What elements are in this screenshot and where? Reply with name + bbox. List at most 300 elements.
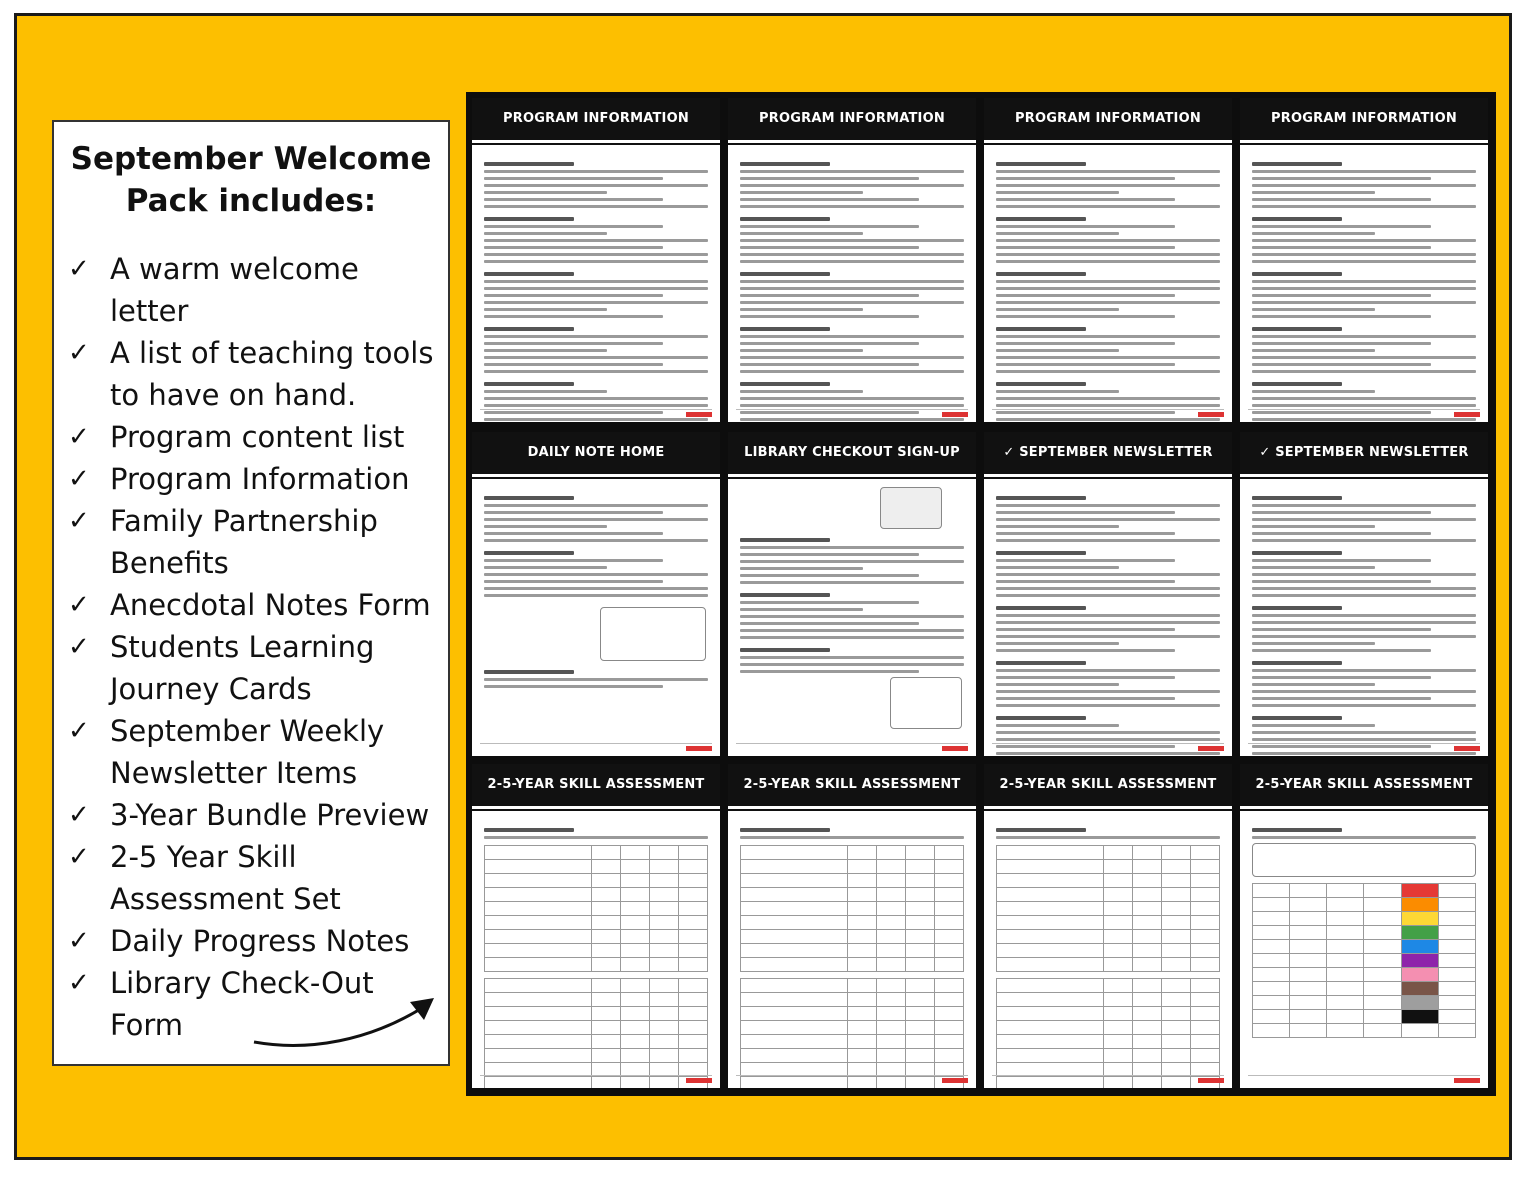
text-line [740,608,863,611]
checkmark-icon: ✓ [68,590,90,620]
include-item [68,626,434,710]
text-line [996,308,1119,311]
text-line [740,184,964,187]
text-line [484,532,663,535]
text-line [1252,177,1431,180]
text-line [996,342,1175,345]
text-line [740,349,863,352]
worksheet-collage [466,92,1496,1096]
text-line [996,532,1175,535]
text-line [996,239,1220,242]
note-box [600,607,705,661]
text-line [740,382,830,386]
text-line [1252,690,1476,693]
text-line [996,704,1220,707]
checkmark-icon: ✓ [68,338,90,368]
worksheet-page [1240,432,1488,756]
text-line [996,170,1220,173]
worksheet-page [984,432,1232,756]
text-line [740,162,830,166]
text-line [740,177,919,180]
include-item-label [110,332,433,416]
text-line [996,676,1175,679]
text-line [1252,614,1476,617]
worksheet-page [728,98,976,422]
text-line [1252,280,1476,283]
worksheet-page [1240,98,1488,422]
text-line [1252,532,1431,535]
text-line [996,177,1175,180]
text-line [1252,836,1476,839]
include-item [68,710,434,794]
include-item-label [110,626,374,710]
text-line [1252,404,1476,407]
worksheet-title: PROGRAM INFORMATION [984,98,1232,143]
text-line [1252,349,1375,352]
text-line [740,170,964,173]
curved-arrow-icon [250,990,440,1060]
shapes-row [1252,843,1476,877]
text-line [996,404,1220,407]
text-line [484,184,708,187]
worksheet-body [472,477,720,702]
includes-list [68,248,434,1046]
text-line [740,836,964,839]
text-line [740,294,919,297]
text-line [1252,606,1342,610]
text-line [1252,649,1431,652]
text-line [1252,828,1342,832]
text-line [484,382,574,386]
worksheet-page [472,764,720,1088]
text-line [740,225,919,228]
text-line [996,580,1175,583]
text-line [1252,738,1476,741]
text-line [740,601,919,604]
assessment-table [484,845,708,972]
text-line [740,217,830,221]
text-line [484,349,607,352]
text-line [484,205,708,208]
page-footer [736,743,968,752]
panel-title [68,138,434,222]
text-line [996,370,1220,373]
text-line [484,418,708,421]
text-line [484,539,708,542]
text-line [740,567,863,570]
include-item-label [110,500,378,584]
text-line [1252,669,1476,672]
text-line [740,342,919,345]
worksheet-body [984,143,1232,422]
text-line [740,280,964,283]
text-line [996,587,1220,590]
text-line [740,663,964,666]
text-line [740,260,964,263]
text-line [740,418,964,421]
page-footer [480,743,712,752]
include-item-line: Newsletter Items [110,756,358,790]
text-line [1252,539,1476,542]
text-line [1252,661,1342,665]
text-line [996,418,1220,421]
include-item-line: Anecdotal Notes Form [110,588,431,622]
text-line [484,551,574,555]
worksheet-page [1240,764,1488,1088]
text-line [1252,697,1431,700]
text-line [1252,683,1375,686]
checkmark-icon: ✓ [68,506,90,536]
text-line [1252,301,1476,304]
page-footer [480,409,712,418]
include-item-label [110,794,429,836]
text-line [484,511,663,514]
include-item-line: September Weekly [110,714,385,748]
worksheet-body [984,809,1232,1088]
worksheet-body [472,809,720,1088]
text-line [996,551,1086,555]
text-line [740,538,830,542]
page-footer [736,1075,968,1084]
text-line [1252,327,1342,331]
include-item-label [110,416,404,458]
text-line [996,724,1119,727]
include-item [68,920,434,962]
text-line [996,315,1175,318]
includes-panel [52,120,450,1066]
text-line [1252,594,1476,597]
include-item-label [110,458,409,500]
worksheet-title: ✓ SEPTEMBER NEWSLETTER ITEMS [1240,432,1488,477]
text-line [740,356,964,359]
checkmark-icon: ✓ [68,926,90,956]
include-item-line: Benefits [110,546,229,580]
text-line [1252,559,1431,562]
text-line [1252,635,1476,638]
text-line [740,581,964,584]
text-line [484,342,663,345]
text-line [484,280,708,283]
text-line [1252,217,1342,221]
include-item [68,248,434,332]
text-line [740,287,964,290]
text-line [740,301,964,304]
worksheet-body [728,477,976,739]
text-line [484,246,663,249]
text-line [484,670,574,674]
include-item-label [110,920,409,962]
text-line [996,390,1119,393]
worksheet-page [728,432,976,756]
text-line [996,253,1220,256]
text-line [740,670,919,673]
text-line [1252,272,1342,276]
text-line [740,560,964,563]
text-line [1252,294,1431,297]
include-item-line: Family Partnership [110,504,378,538]
text-line [996,573,1220,576]
text-line [996,738,1220,741]
worksheet-page [984,98,1232,422]
text-line [996,752,1220,755]
text-line [484,294,663,297]
text-line [1252,370,1476,373]
text-line [1252,518,1476,521]
checkmark-icon: ✓ [68,254,90,284]
text-line [484,587,708,590]
text-line [996,661,1086,665]
text-line [1252,356,1476,359]
text-line [740,648,830,652]
text-line [484,177,663,180]
worksheet-title: 2-5-YEAR SKILL ASSESSMENT [472,764,720,809]
text-line [1252,752,1476,755]
text-line [996,525,1119,528]
text-line [484,287,708,290]
worksheet-page [472,432,720,756]
text-line [996,697,1175,700]
text-line [996,614,1220,617]
text-line [740,553,919,556]
checkmark-icon: ✓ [68,716,90,746]
text-line [484,308,607,311]
text-line [740,198,919,201]
text-line [484,217,574,221]
text-line [996,731,1220,734]
worksheet-body [984,477,1232,756]
text-line [1252,551,1342,555]
text-line [740,622,919,625]
text-line [1252,287,1476,290]
page-footer [480,1075,712,1084]
worksheet-page [472,98,720,422]
text-line [1252,642,1375,645]
text-line [1252,162,1342,166]
text-line [484,594,708,597]
page-footer [736,409,968,418]
text-line [484,162,574,166]
text-line [740,253,964,256]
worksheet-title: PROGRAM INFORMATION [1240,98,1488,143]
text-line [740,205,964,208]
text-line [1252,308,1375,311]
text-line [740,656,964,659]
text-line [996,539,1220,542]
worksheet-title: PROGRAM INFORMATION [728,98,976,143]
include-item [68,332,434,416]
text-line [484,370,708,373]
text-line [740,363,919,366]
text-line [996,225,1175,228]
worksheet-body [1240,809,1488,1048]
worksheet-title: 2-5-YEAR SKILL ASSESSMENT [1240,764,1488,809]
text-line [484,525,607,528]
text-line [1252,232,1375,235]
include-item [68,584,434,626]
text-line [484,225,663,228]
worksheet-title: PROGRAM INFORMATION [472,98,720,143]
text-line [740,404,964,407]
text-line [1252,198,1431,201]
text-line [996,191,1119,194]
text-line [1252,418,1476,421]
worksheet-body [1240,477,1488,756]
worksheet-body [1240,143,1488,422]
text-line [1252,170,1476,173]
worksheet-page [984,764,1232,1088]
page-footer [1248,409,1480,418]
text-line [484,566,607,569]
text-line [996,162,1086,166]
text-line [484,390,607,393]
text-line [996,205,1220,208]
include-item-line: Assessment Set [110,882,341,916]
text-line [996,716,1086,720]
text-line [740,390,863,393]
title-line-1: September Welcome [70,141,432,177]
include-item-line: Form [110,1008,184,1042]
text-line [484,260,708,263]
text-line [996,349,1119,352]
text-line [1252,566,1375,569]
checkmark-icon: ✓ [68,632,90,662]
text-line [996,327,1086,331]
checkmark-icon: ✓ [68,800,90,830]
text-line [740,636,964,639]
text-line [1252,382,1342,386]
checkmark-icon: ✓ [68,842,90,872]
include-item-line: to have on hand. [110,378,357,412]
text-line [996,496,1086,500]
text-line [740,828,830,832]
assessment-table [484,978,708,1088]
text-line [1252,260,1476,263]
text-line [996,335,1220,338]
text-line [1252,716,1342,720]
text-line [484,363,663,366]
text-line [1252,397,1476,400]
text-line [996,649,1175,652]
worksheet-title: LIBRARY CHECKOUT SIGN-UP [728,432,976,477]
text-line [484,678,708,681]
text-line [1252,704,1476,707]
text-line [740,232,863,235]
include-item-label [110,584,431,626]
text-line [996,828,1086,832]
text-line [1252,580,1431,583]
text-line [996,594,1220,597]
text-line [740,629,964,632]
include-item-line: Journey Cards [110,672,312,706]
text-line [996,280,1220,283]
text-line [1252,573,1476,576]
text-line [740,370,964,373]
text-line [996,559,1175,562]
bookshelf-illustration [890,677,962,729]
text-line [996,642,1119,645]
text-line [484,573,708,576]
text-line [484,239,708,242]
text-line [740,315,919,318]
text-line [484,191,607,194]
worksheet-body [728,143,976,422]
text-line [1252,335,1476,338]
text-line [484,315,663,318]
text-line [484,301,708,304]
text-line [1252,628,1431,631]
text-line [996,260,1220,263]
include-item [68,416,434,458]
text-line [996,382,1086,386]
text-line [996,356,1220,359]
page-footer [1248,743,1480,752]
text-line [1252,184,1476,187]
colors-letters-table [1252,883,1476,1038]
include-item-label [110,248,359,332]
include-item-line: Program Information [110,462,410,496]
text-line [740,593,830,597]
text-line [996,628,1175,631]
include-item [68,836,434,920]
text-line [1252,731,1476,734]
text-line [740,615,964,618]
text-line [996,836,1220,839]
include-item-label [110,836,341,920]
text-line [484,253,708,256]
include-item-line: Daily Progress Notes [110,924,410,958]
text-line [996,397,1220,400]
worksheet-page [728,764,976,1088]
checkmark-icon: ✓ [68,422,90,452]
text-line [996,669,1220,672]
assessment-table [996,978,1220,1088]
book-illustration [880,487,942,529]
text-line [484,335,708,338]
text-line [996,272,1086,276]
include-item-line: A warm welcome [110,252,359,286]
text-line [484,504,708,507]
text-line [996,294,1175,297]
include-item-label [110,710,384,794]
text-line [740,272,830,276]
text-line [740,239,964,242]
text-line [740,546,964,549]
assessment-table [996,845,1220,972]
text-line [1252,315,1431,318]
text-line [996,287,1220,290]
page-footer [992,743,1224,752]
text-line [740,246,919,249]
include-item [68,794,434,836]
text-line [484,404,708,407]
text-line [484,397,708,400]
include-item-line: 3-Year Bundle Preview [110,798,430,832]
text-line [1252,390,1375,393]
text-line [484,327,574,331]
text-line [996,301,1220,304]
text-line [740,327,830,331]
text-line [484,580,663,583]
text-line [996,606,1086,610]
text-line [996,363,1175,366]
worksheet-body [472,143,720,422]
text-line [996,690,1220,693]
worksheet-title: ✓ SEPTEMBER NEWSLETTER ITEMS [984,432,1232,477]
assessment-table [740,978,964,1088]
page-footer [992,409,1224,418]
text-line [740,335,964,338]
text-line [484,828,574,832]
